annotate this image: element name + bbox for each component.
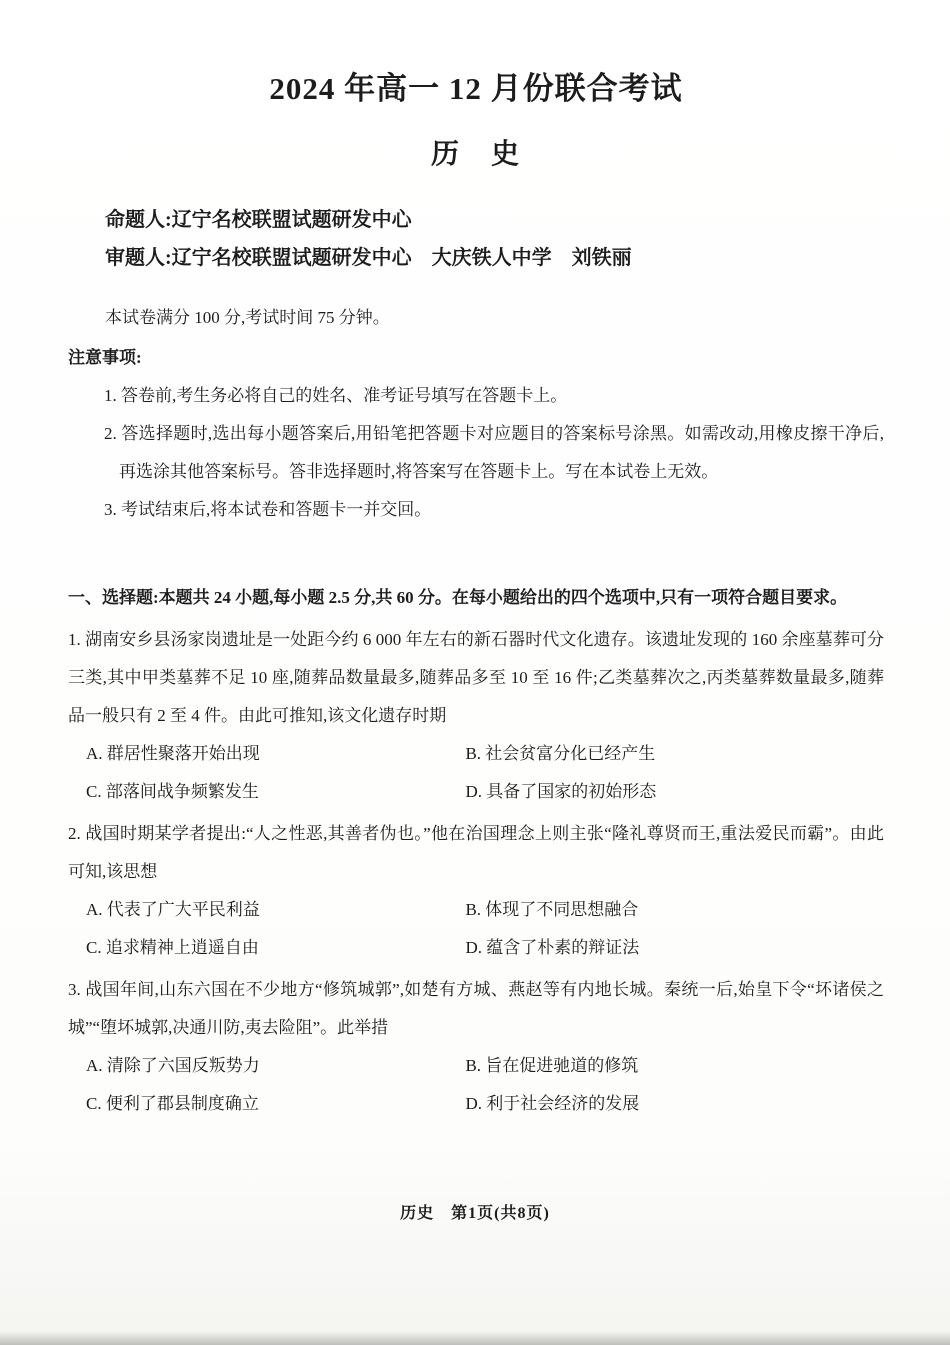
- section-heading: 一、选择题:本题共 24 小题,每小题 2.5 分,共 60 分。在每小题给出的四个选项中,只有一项符合题目要求。: [68, 587, 848, 607]
- page-footer: 历史 第1页(共8页): [400, 1205, 550, 1222]
- question-1-stem: 1. 湖南安乡县汤家岗遗址是一处距今约 6 000 年左右的新石器时代文化遗存。该遗址发现的 160 余座墓葬可分三类,其中甲类墓葬不足 10 座,随葬品数量最多,随葬品多至 10 至 16 件;乙类墓葬次之,丙类墓葬数量最多,随葬品一般只有 2 至 4 件。由此可推知,该文化遗存时期: [68, 629, 884, 725]
- note-item-1: 1. 答卷前,考生务必将自己的姓名、准考证号填写在答题卡上。: [104, 385, 568, 405]
- question-1: [68, 621, 884, 811]
- question-2-option-a: A. 代表了广大平民利益: [86, 899, 260, 919]
- question-1-options: [68, 735, 884, 811]
- question-1-option-a: A. 群居性聚落开始出现: [86, 743, 260, 763]
- question-2-options: [68, 891, 884, 967]
- question-3-option-d: D. 利于社会经济的发展: [465, 1093, 640, 1113]
- note-item-2: 2. 答选择题时,选出每小题答案后,用铅笔把答题卡对应题目的答案标号涂黑。如需改动,用橡皮擦干净后,再选涂其他答案标号。答非选择题时,将答案写在答题卡上。写在本试卷上无效。: [104, 423, 884, 481]
- question-3-options: [68, 1047, 884, 1123]
- reviewer-line: 审题人:辽宁名校联盟试题研发中心 大庆铁人中学 刘铁丽: [105, 246, 632, 269]
- exam-title: 2024 年高一 12 月份联合考试: [269, 71, 683, 106]
- exam-info-line: 本试卷满分 100 分,考试时间 75 分钟。: [105, 307, 390, 327]
- note-item-3: 3. 考试结束后,将本试卷和答题卡一并交回。: [104, 499, 432, 519]
- notes-heading: 注意事项:: [68, 347, 142, 367]
- question-3-option-a: A. 清除了六国反叛势力: [86, 1055, 260, 1075]
- question-3-option-b: B. 旨在促进驰道的修筑: [465, 1055, 639, 1075]
- question-3-stem: 3. 战国年间,山东六国在不少地方“修筑城郭”,如楚有方城、燕赵等有内地长城。秦统一后,始皇下令“坏诸侯之城”“堕坏城郭,决通川防,夷去险阻”。此举措: [68, 979, 884, 1037]
- question-1-option-d: D. 具备了国家的初始形态: [465, 781, 657, 801]
- proposer-line: 命题人:辽宁名校联盟试题研发中心: [105, 208, 412, 231]
- question-2-option-d: D. 蕴含了朴素的辩证法: [465, 937, 640, 957]
- question-3: [68, 971, 884, 1123]
- question-2-stem: 2. 战国时期某学者提出:“人之性恶,其善者伪也。”他在治国理念上则主张“隆礼尊贤而王,重法爱民而霸”。由此可知,该思想: [68, 823, 884, 881]
- question-2: [68, 815, 884, 967]
- exam-subject: 历 史: [430, 139, 521, 171]
- question-3-option-c: C. 便利了郡县制度确立: [86, 1093, 259, 1113]
- question-1-option-b: B. 社会贫富分化已经产生: [465, 743, 656, 763]
- question-1-option-c: C. 部落间战争频繁发生: [86, 781, 259, 801]
- question-2-option-c: C. 追求精神上逍遥自由: [86, 937, 259, 957]
- question-2-option-b: B. 体现了不同思想融合: [465, 899, 639, 919]
